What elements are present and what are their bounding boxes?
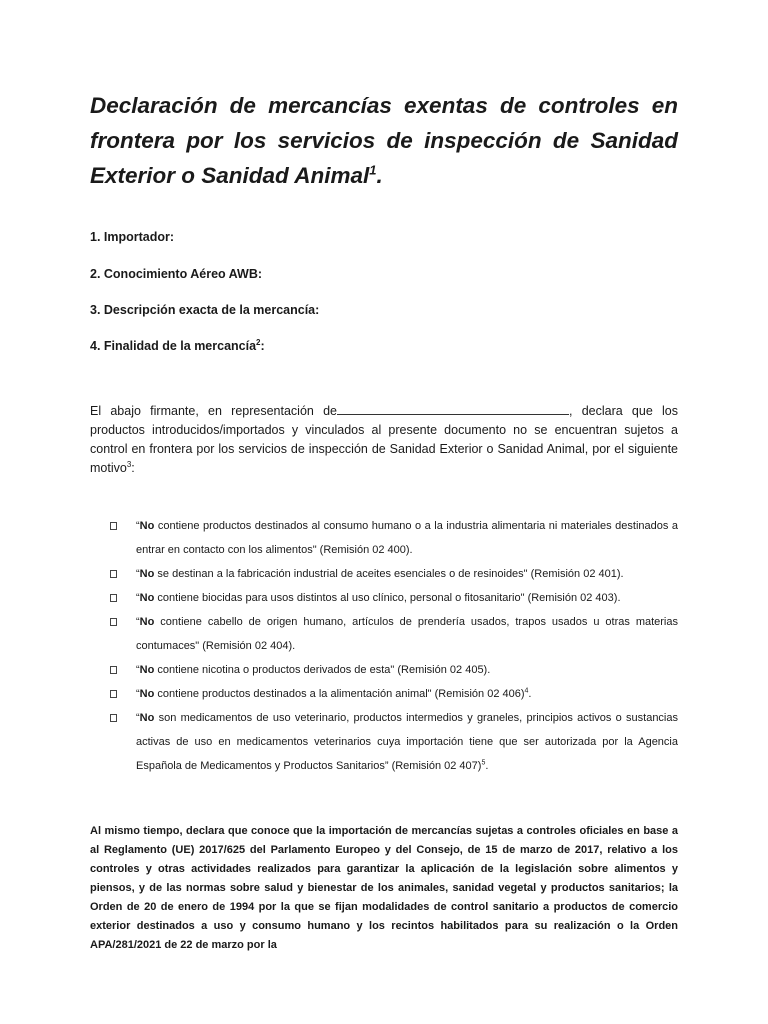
option-footnote-marker: 5 bbox=[481, 759, 486, 767]
option-item: “No se destinan a la fabricación industrial de aceites esenciales o de resinoides" (Remisión 02 401). bbox=[110, 562, 678, 586]
document-title: Declaración de mercancías exentas de controles en frontera por los servicios de inspección de Sanidad Exterior o Sanidad Animal$^1$. bbox=[90, 93, 678, 188]
title-footnote-marker: 1 bbox=[369, 162, 377, 178]
field-footnote-marker: 2 bbox=[256, 337, 261, 347]
option-item: “No son medicamentos de uso veterinario, productos intermedios y graneles, principios activos o sustancias activas de uso en medicamentos veterinarios cuya importación tiene que ser autorizada por la Agencia Española de Medicamentos y Productos Sanitarios” (Remisión 02 407)$^5$. bbox=[110, 706, 678, 778]
checkbox[interactable] bbox=[110, 570, 117, 578]
checkbox[interactable] bbox=[110, 666, 117, 674]
checkbox[interactable] bbox=[110, 714, 117, 722]
checkbox[interactable] bbox=[110, 522, 117, 530]
closing-paragraph: Al mismo tiempo, declara que conoce que la importación de mercancías sujetas a controles oficiales en base a al Reglamento (UE) 2017/625 del Parlamento Europeo y del Consejo, de 15 de marzo de 2017, relativo a los controles y otras actividades realizados para garantizar la aplicación de la legislación sobre alimentos y piensos, y de las normas sobre salud y bienestar de los animales, sanidad vegetal y productos sanitarios; la Orden de 20 de enero de 1994 por la que se fijan modalidades de control sanitario a productos de comercio exterior destinados a uso y consumo humano y los recintos habilitados para su realización o la Orden APA/281/2021 de 22 de marzo por la bbox=[90, 825, 678, 951]
option-item: “No contiene productos destinados al consumo humano o a la industria alimentaria ni materiales destinados a entrar en contacto con los alimentos" (Remisión 02 400). bbox=[110, 514, 678, 562]
representation-blank-line[interactable] bbox=[337, 402, 569, 415]
declaration-footnote-marker: 3 bbox=[126, 459, 132, 469]
declaration-paragraph: El abajo firmante, en representación de , declara que los productos introducidos/importados y vinculados al presente documento no se encuentran sujetos a control en frontera por los servicios de inspección de Sanidad Exterior o Sanidad Animal, por el siguiente motivo$^3$: bbox=[90, 404, 678, 475]
checkbox[interactable] bbox=[110, 594, 117, 602]
field-importador: 1. Importador: bbox=[90, 230, 175, 244]
option-item: “No contiene nicotina o productos derivados de esta" (Remisión 02 405). bbox=[110, 658, 678, 682]
field-descripcion: 3. Descripción exacta de la mercancía: bbox=[90, 303, 320, 317]
option-footnote-marker: 4 bbox=[524, 687, 529, 695]
option-item: “No contiene cabello de origen humano, artículos de prendería usados, trapos usados u otras materias contumaces" (Remisión 02 404). bbox=[110, 610, 678, 658]
option-item: “No contiene productos destinados a la alimentación animal" (Remisión 02 406)$^4$. bbox=[110, 682, 678, 706]
checkbox[interactable] bbox=[110, 618, 117, 626]
option-item: “No contiene biocidas para usos distintos al uso clínico, personal o fitosanitario" (Remisión 02 403). bbox=[110, 586, 678, 610]
field-awb: 2. Conocimiento Aéreo AWB: bbox=[90, 267, 263, 281]
field-finalidad: 4. Finalidad de la mercancía$^2$: bbox=[90, 337, 265, 353]
exemption-options-list bbox=[110, 514, 678, 778]
checkbox[interactable] bbox=[110, 690, 117, 698]
